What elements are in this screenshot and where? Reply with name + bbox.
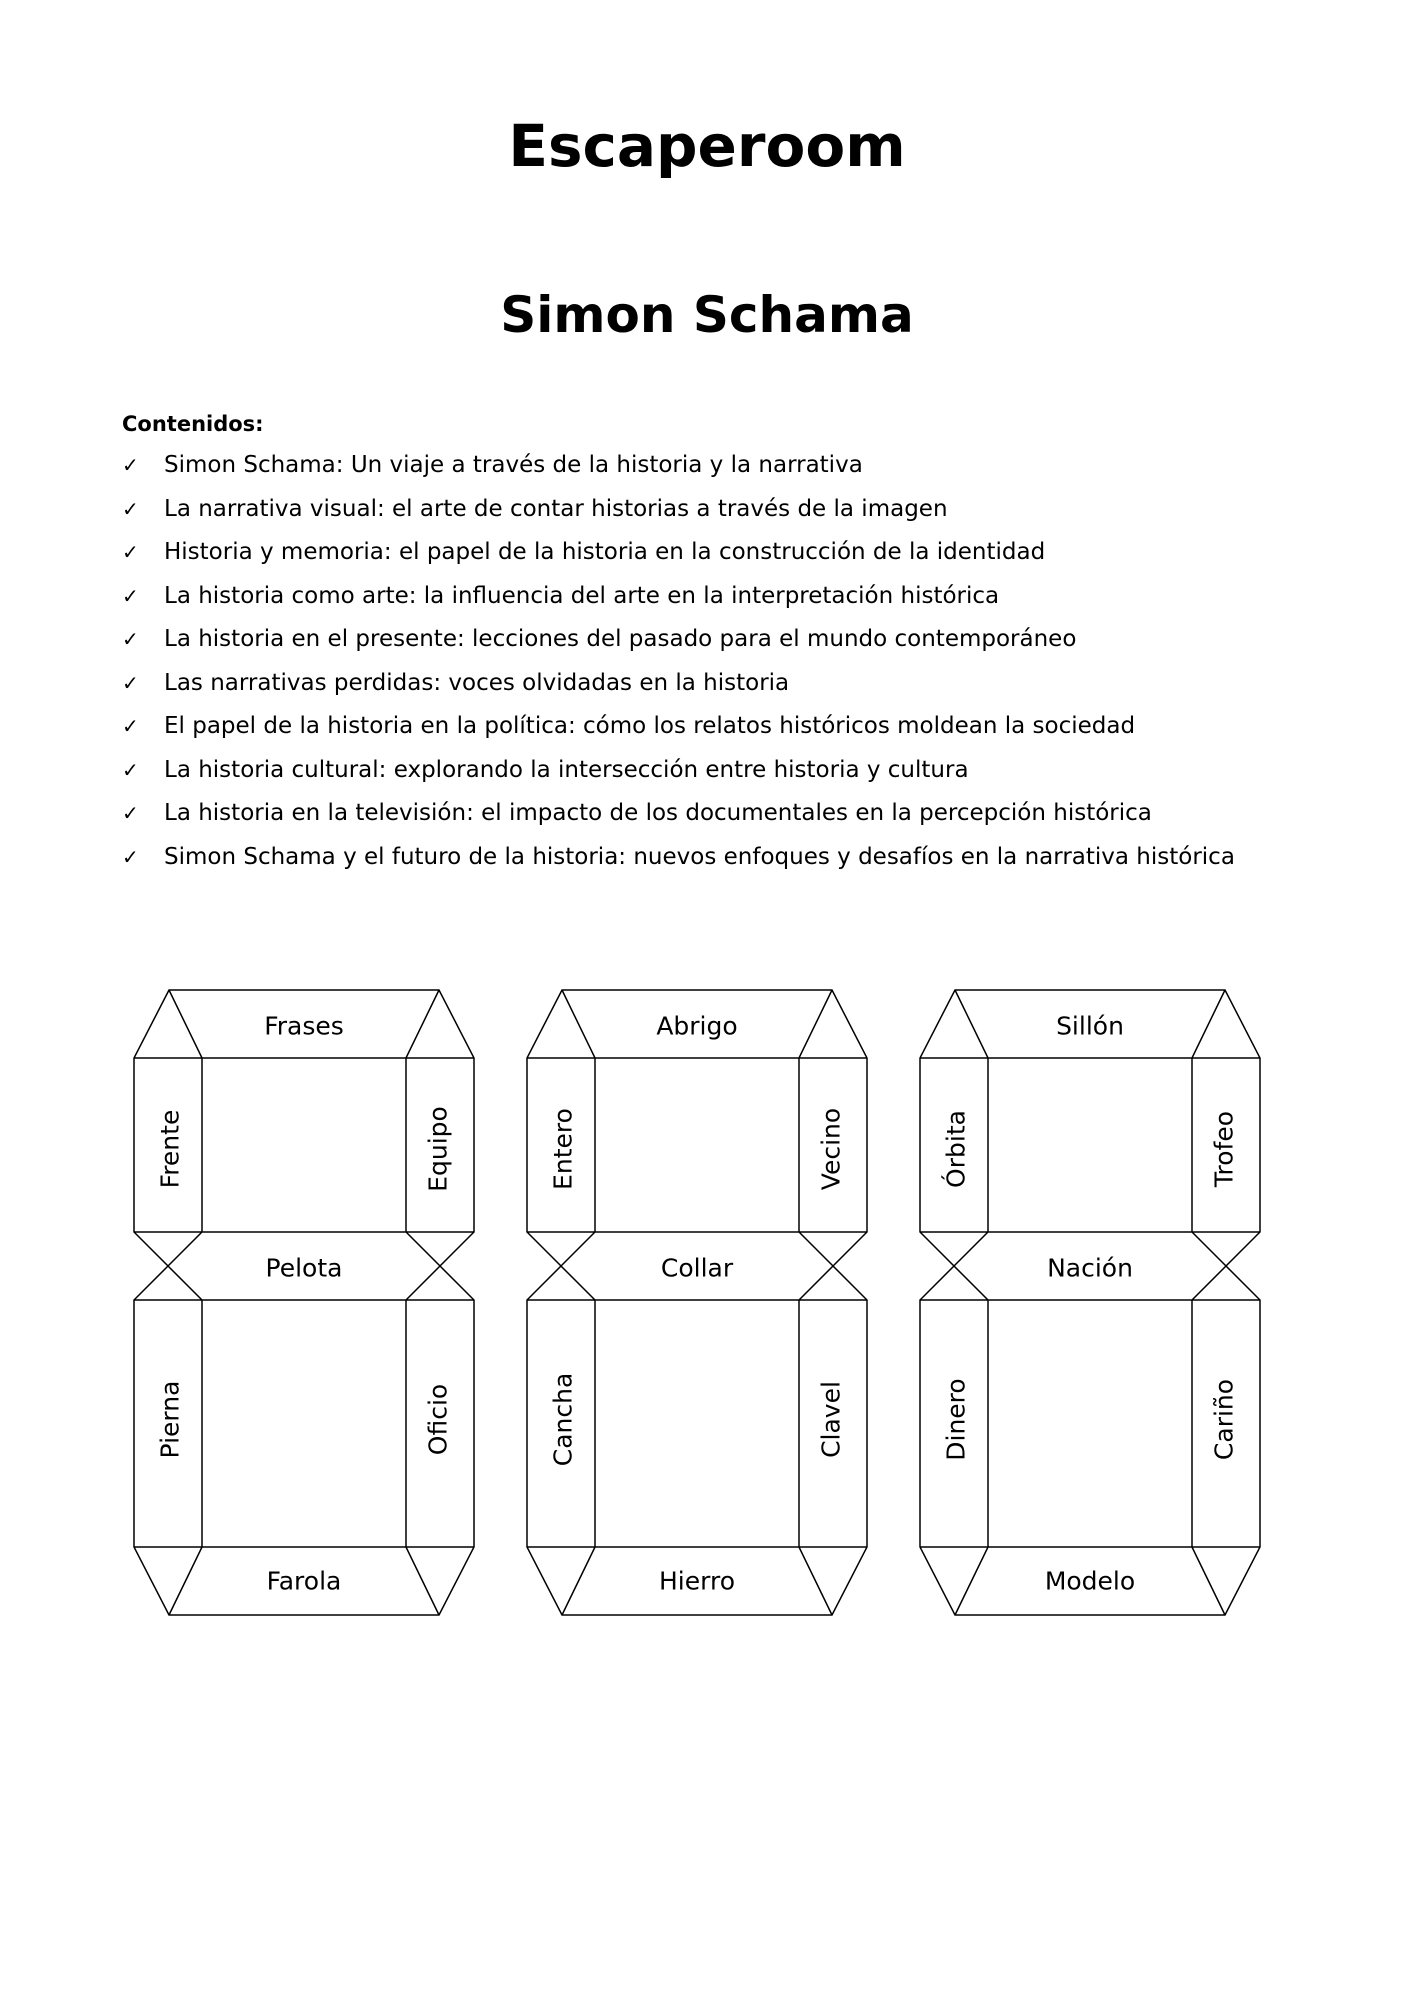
segment-lower-left-word: Dinero [941,1378,971,1461]
checkmark-icon: ✓ [122,453,139,477]
contents-item-text: La historia en el presente: lecciones del pasado para el mundo contemporáneo [164,626,1077,652]
contents-item-text: La historia cultural: explorando la intersección entre historia y cultura [164,756,969,783]
segment-lower-right-word: Cariño [1209,1378,1239,1461]
contents-item-text: La historia en la televisión: el impacto de los documentales en la percepción histórica [164,800,1152,826]
checkmark-icon: ✓ [122,627,139,651]
segment-bottom-word: Farola [266,1566,342,1596]
segment-top-word: Abrigo [656,1011,738,1041]
digit-puzzle-outline [527,990,867,1615]
segment-middle-word: Pelota [265,1253,343,1283]
segment-upper-left-word: Entero [548,1108,578,1190]
digit-puzzle-outline [920,990,1260,1615]
segment-middle-word: Nación [1047,1253,1133,1283]
checkmark-icon: ✓ [122,540,139,564]
segment-lower-right-word: Oficio [423,1383,453,1456]
checkmark-icon: ✓ [122,670,139,695]
segment-lower-right-word: Clavel [816,1381,846,1458]
segment-upper-right-word: Vecino [816,1107,846,1191]
checkmark-icon: ✓ [122,714,139,738]
checkmark-icon: ✓ [122,801,139,825]
contents-heading: Contenidos: [122,412,264,436]
checkmark-icon: ✓ [122,496,139,521]
checkmark-icon: ✓ [122,583,139,608]
segment-top-word: Frases [264,1011,344,1041]
segment-upper-right-word: Equipo [423,1106,453,1192]
contents-item-text: Las narrativas perdidas: voces olvidadas en la historia [164,669,790,696]
segment-lower-left-word: Cancha [548,1372,578,1467]
segment-top-word: Sillón [1056,1011,1124,1041]
page-title: Escaperoom [508,112,906,180]
contents-item-text: La narrativa visual: el arte de contar historias a través de la imagen [164,495,948,522]
checkmark-icon: ✓ [122,757,139,782]
segment-lower-left-word: Pierna [155,1380,185,1459]
segment-bottom-word: Modelo [1044,1566,1136,1596]
contents-item-text: La historia como arte: la influencia del arte en la interpretación histórica [164,582,1000,609]
contents-item-text: El papel de la historia en la política: cómo los relatos históricos moldean la sociedad [164,713,1136,739]
digit-puzzle-outline [134,990,474,1615]
segment-middle-word: Collar [660,1253,734,1283]
contents-item-text: Simon Schama y el futuro de la historia: nuevos enfoques y desafíos en la narrativa histórica [164,843,1235,870]
page-subtitle: Simon Schama [500,286,914,344]
segment-bottom-word: Hierro [659,1566,735,1596]
contents-item-text: Simon Schama: Un viaje a través de la historia y la narrativa [164,452,863,478]
segment-upper-left-word: Frente [155,1109,185,1189]
segment-upper-left-word: Órbita [941,1110,971,1188]
segment-upper-right-word: Trofeo [1209,1110,1239,1188]
contents-item-text: Historia y memoria: el papel de la historia en la construcción de la identidad [164,539,1046,565]
checkmark-icon: ✓ [122,844,139,869]
